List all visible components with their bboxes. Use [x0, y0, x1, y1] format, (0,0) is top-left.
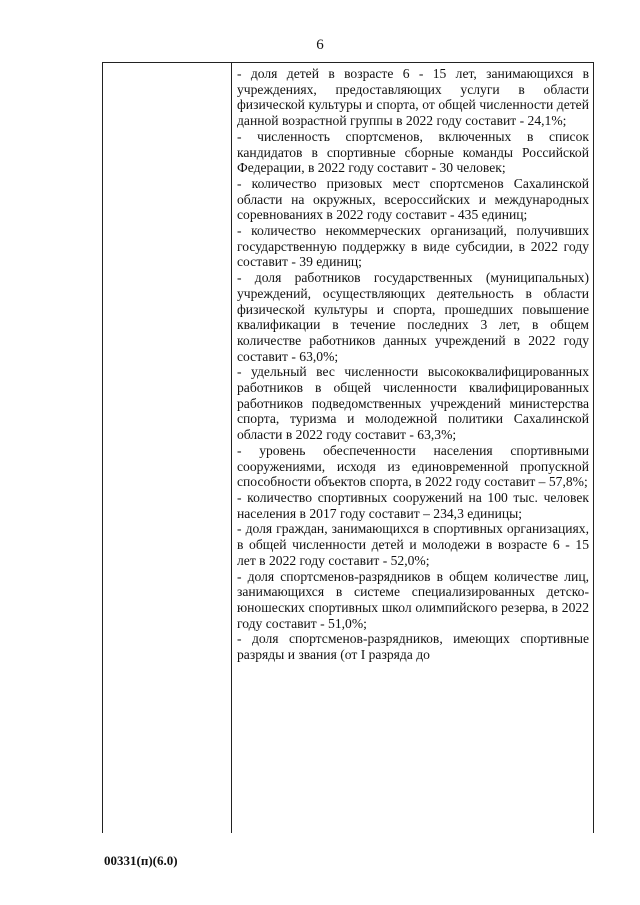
document-code: 00331(п)(6.0): [104, 853, 178, 868]
table-right-column: [237, 66, 589, 663]
document-table: [102, 62, 594, 833]
table-left-column: [103, 63, 232, 833]
indicator-item: - численность спортсменов, включенных в список кандидатов в спортивные сборные команды Российской Федерации, в 2022 году составит - 30 человек;: [237, 128, 589, 176]
indicator-item: - уровень обеспеченности населения спортивными сооружениями, исходя из единовременной пропускной способности объектов спорта, в 2022 году составит – 57,8%;: [237, 442, 589, 490]
page-number: 6: [316, 37, 324, 53]
indicator-item: - доля работников государственных (муниципальных) учреждений, осуществляющих деятельность в области физической культуры и спорта, прошедших повышение квалификации в течение последних 3 лет, в общем количестве работников данных учреждений в 2022 году составит - 63,0%;: [237, 270, 589, 364]
indicator-item: - удельный вес численности высококвалифицированных работников в общей численности квалифицированных работников подведомственных учреждений министерства спорта, туризма и молодежной политики Сахалинской области в 2022 году составит - 63,3%;: [237, 364, 589, 443]
indicator-item: - количество спортивных сооружений на 100 тыс. человек населения в 2017 году составит – 234,3 единицы;: [237, 489, 589, 521]
indicator-item: - доля спортсменов-разрядников, имеющих спортивные разряды и звания (от I разряда до: [237, 631, 589, 663]
indicator-item: - количество некоммерческих организаций, получивших государственную поддержку в виде субсидии, в 2022 году составит - 39 единиц;: [237, 223, 589, 270]
indicator-item: - доля спортсменов-разрядников в общем количестве лиц, занимающихся в системе специализированных детско-юношеских спортивных школ олимпийского резерва, в 2022 году составит - 51,0%;: [237, 568, 589, 631]
indicator-item: - количество призовых мест спортсменов Сахалинской области на окружных, всероссийских и международных соревнованиях в 2022 году составит - 435 единиц;: [237, 175, 589, 223]
indicator-item: - доля детей в возрасте 6 - 15 лет, занимающихся в учреждениях, предоставляющих услуги в области физической культуры и спорта, от общей численности детей данной возрастной группы в 2022 году составит - 24,1%;: [237, 66, 589, 129]
indicator-item: - доля граждан, занимающихся в спортивных организациях, в общей численности детей и молодежи в возрасте 6 - 15 лет в 2022 году составит - 52,0%;: [237, 521, 589, 568]
